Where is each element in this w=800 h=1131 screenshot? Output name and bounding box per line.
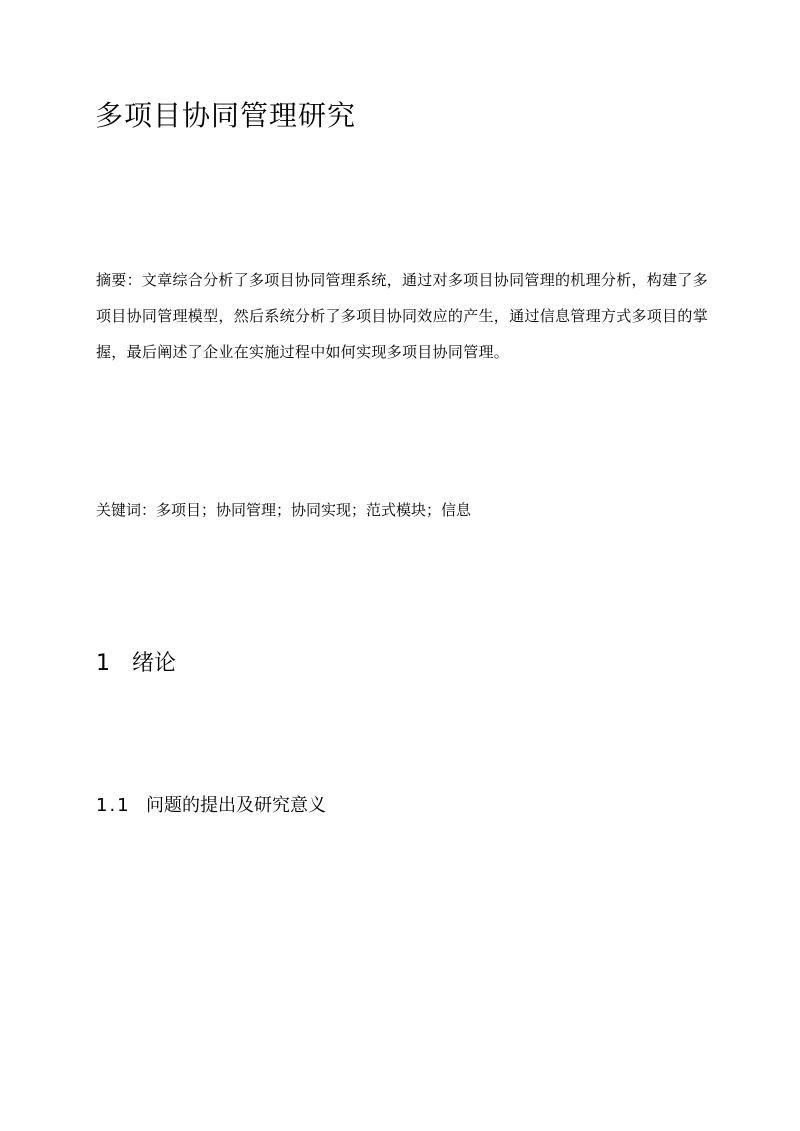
section-heading-1 — [96, 648, 176, 680]
abstract-paragraph: 摘要：文章综合分析了多项目协同管理系统，通过对多项目协同管理的机理分析，构建了多项目协同管理模型，然后系统分析了多项目协同效应的产生，通过信息管理方式多项目的掌握，最后阐述了企业在实施过程中如何实现多项目协同管理。 — [96, 271, 709, 361]
document-title: 多项目协同管理研究 — [95, 99, 357, 132]
section-number: 1 — [96, 651, 110, 676]
keywords-line: 关键词：多项目；协同管理；协同实现；范式模块；信息 — [96, 501, 472, 519]
subsection-heading-1-1 — [96, 792, 326, 820]
section-title: 绪论 — [132, 651, 177, 676]
subsection-number: 1.1 — [96, 795, 131, 816]
subsection-title: 问题的提出及研究意义 — [146, 795, 326, 816]
